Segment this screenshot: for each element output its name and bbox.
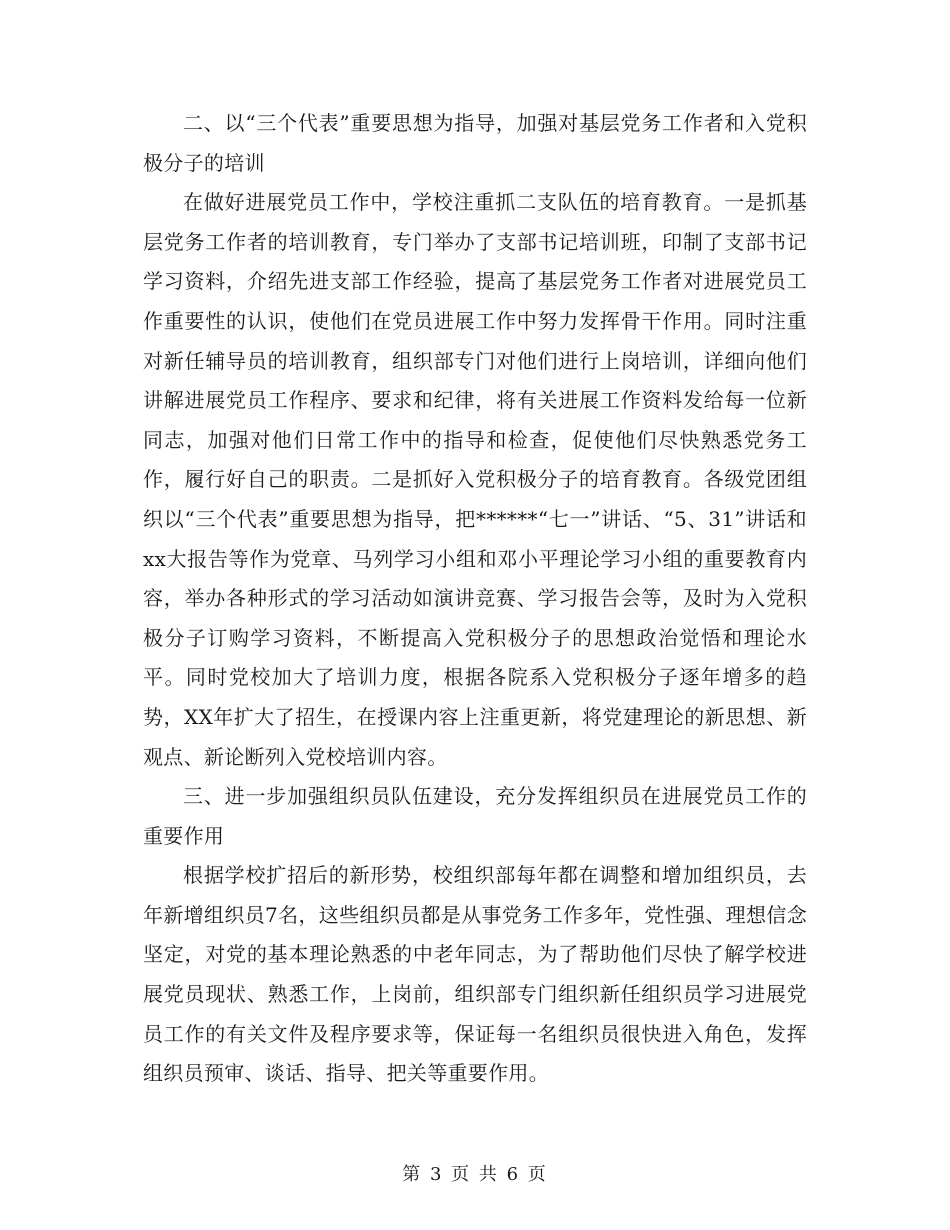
page-number-footer: 第 3 页 共 6 页 xyxy=(402,1164,548,1185)
body-paragraph: 在做好进展党员工作中，学校注重抓二支队伍的培育教育。一是抓基层党务工作者的培训教育，专门举办了支部书记培训班，印制了支部书记学习资料，介绍先进支部工作经验，提高了基层党务工作者对进展党员工作重要性的认识，使他们在党员进展工作中努力发挥骨干作用。同时注重对新任辅导员的培训教育，组织部专门对他们进行上岗培训，详细向他们讲解进展党员工作程序、要求和纪律，将有关进展工作资料发给每一位新同志，加强对他们日常工作中的指导和检查，促使他们尽快熟悉党务工作，履行好自己的职责。二是抓好入党积极分子的培育教育。各级党团组织以“三个代表”重要思想为指导，把******“七一”讲话、“5、31”讲话和xx大报告等作为党章、马列学习小组和邓小平理论学习小组的重要教育内容，举办各种形式的学习活动如演讲竞赛、学习报告会等，及时为入党积极分子订购学习资料，不断提高入党积极分子的思想政治觉悟和理论水平。同时党校加大了培训力度，根据各院系入党积极分子逐年增多的趋势，XX年扩大了招生，在授课内容上注重更新，将党建理论的新思想、新观点、新论断列入党校培训内容。 xyxy=(143,190,807,769)
document-body xyxy=(143,104,807,1094)
section-heading-3: 三、进一步加强组织员队伍建设，充分发挥组织员在进展党员工作的重要作用 xyxy=(143,784,807,848)
body-paragraph: 根据学校扩招后的新形势，校组织部每年都在调整和增加组织员，去年新增组织员7名，这些组织员都是从事党务工作多年，党性强、理想信念坚定，对党的基本理论熟悉的中老年同志，为了帮助他们尽快了解学校进展党员现状、熟悉工作，上岗前，组织部专门组织新任组织员学习进展党员工作的有关文件及程序要求等，保证每一名组织员很快进入角色，发挥组织员预审、谈话、指导、把关等重要作用。 xyxy=(143,863,807,1086)
section-heading-2: 二、以“三个代表”重要思想为指导，加强对基层党务工作者和入党积极分子的培训 xyxy=(143,111,807,175)
